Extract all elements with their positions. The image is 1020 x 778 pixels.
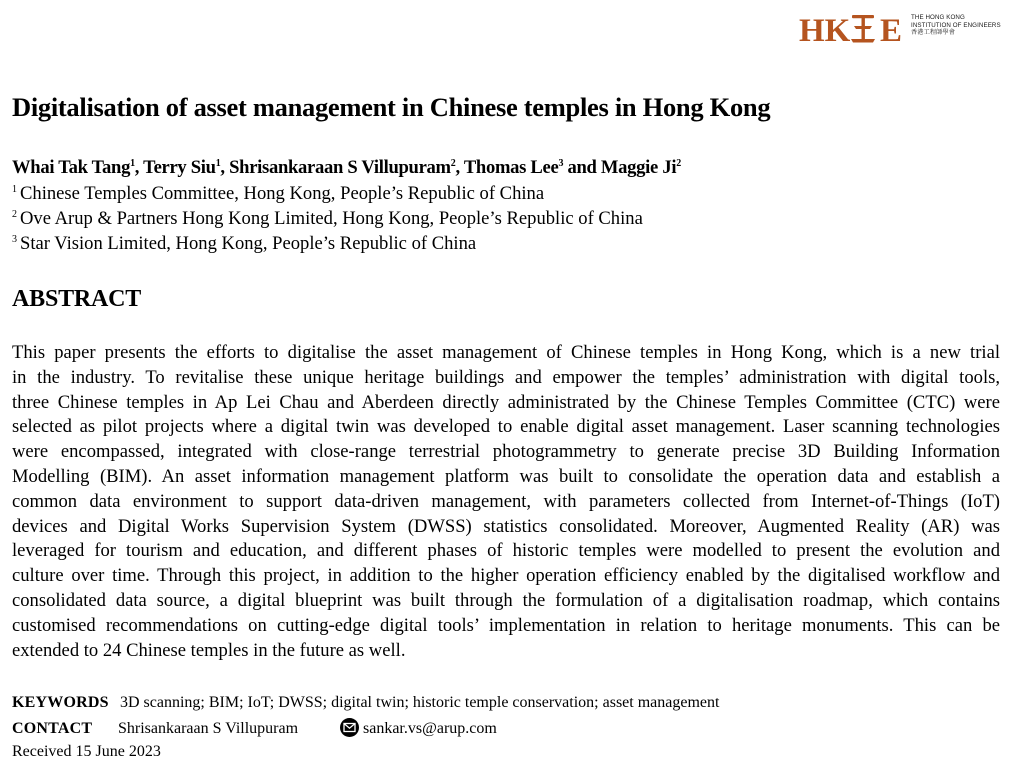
author-separator: , [220, 157, 230, 178]
author-affiliation-mark: 3 [558, 158, 564, 169]
hkie-logo-mark [799, 12, 911, 46]
affiliation-number: 1 [12, 184, 17, 195]
author-name: Maggie Ji [600, 157, 677, 178]
affiliation-number: 2 [12, 209, 17, 220]
logo-org-name [911, 14, 1006, 37]
abstract-line: were encompassed, integrated with close-range terrestrial photogrammetry to generate precise 3D Building Information [12, 441, 1000, 463]
logo-org-line-1: THE HONG KONG [911, 14, 965, 21]
logo-letters-left: HK [799, 13, 851, 46]
abstract-line: This paper presents the efforts to digitalise the asset management of Chinese temples in Hong Kong, which is a new trial [12, 342, 1000, 363]
author-separator: , [455, 157, 464, 178]
abstract-line: consolidated data source, a digital blueprint was built through the formulation of a digitalisation roadmap, which contains [12, 589, 1000, 611]
hkie-logo [799, 12, 1004, 46]
abstract-line: culture over time. Through this project, in addition to the higher operation efficiency enabled by the digitalised workflow and [12, 565, 1000, 587]
abstract-line: Modelling (BIM). An asset information management platform was built to consolidate the operation data and establish a [12, 465, 1000, 487]
affiliation-text: Star Vision Limited, Hong Kong, People’s Republic of China [20, 233, 477, 254]
keywords-row [12, 694, 719, 712]
abstract-body [12, 341, 1000, 663]
abstract-line: in the industry. To revitalise these unique heritage buildings and empower the temples’ administration with digital tools, [12, 366, 1000, 388]
paper-title: Digitalisation of asset management in Chinese temples in Hong Kong [12, 92, 771, 122]
author-name: Shrisankaraan S Villupuram [229, 157, 451, 178]
author-list [12, 157, 681, 179]
logo-letters-right: E [880, 13, 903, 46]
logo-figure-icon [851, 15, 875, 43]
contact-label: CONTACT [12, 720, 93, 737]
abstract-line: common data environment to support data-driven management, with parameters collected from Internet-of-Things (IoT) [12, 490, 1000, 512]
abstract-line: three Chinese temples in Ap Lei Chau and Aberdeen directly administrated by the Chinese Temples Committee (CTC) were [12, 391, 1000, 413]
author-name: Terry Siu [143, 157, 216, 178]
author-affiliation-mark: 1 [215, 158, 221, 169]
abstract-line: customised recommendations on cutting-edge digital tools’ implementation in relation to heritage monuments. This can be [12, 614, 1000, 636]
affiliation-text: Chinese Temples Committee, Hong Kong, People’s Republic of China [20, 183, 545, 204]
contact-email[interactable]: sankar.vs@arup.com [363, 720, 497, 737]
abstract-line: leveraged for tourism and education, and different phases of historic temples were modelled to present the evolution and [12, 540, 1000, 562]
affiliation-text: Ove Arup & Partners Hong Kong Limited, Hong Kong, People’s Republic of China [20, 208, 643, 229]
abstract-line: extended to 24 Chinese temples in the future as well. [12, 639, 406, 661]
envelope-icon [340, 718, 359, 737]
affiliation [12, 208, 643, 230]
author-separator: , [134, 157, 144, 178]
author-separator: and [563, 157, 601, 178]
logo-org-line-2: INSTITUTION OF ENGINEERS [911, 21, 1001, 29]
author-affiliation-mark: 1 [130, 158, 135, 169]
contact-row [12, 718, 497, 738]
contact-name: Shrisankaraan S Villupuram [118, 720, 299, 737]
abstract-heading: ABSTRACT [12, 286, 142, 312]
keywords-label: KEYWORDS [12, 694, 109, 711]
author-name: Whai Tak Tang [12, 157, 131, 178]
abstract-line: devices and Digital Works Supervision System (DWSS) statistics consolidated. Moreover, Augmented Reality (AR) was [12, 515, 1000, 537]
affiliation-number: 3 [12, 234, 17, 245]
abstract-line: selected as pilot projects where a digital twin was developed to enable digital asset management. Laser scanning technologies [12, 416, 1000, 438]
author-name: Thomas Lee [463, 157, 559, 178]
author-affiliation-mark: 2 [450, 158, 456, 169]
received-date: Received 15 June 2023 [12, 743, 161, 760]
affiliation [12, 233, 476, 255]
author-affiliation-mark: 2 [676, 158, 681, 169]
keywords-text: 3D scanning; BIM; IoT; DWSS; digital twin; historic temple conservation; asset management [120, 694, 720, 711]
affiliation [12, 183, 544, 205]
logo-org-line-3: 香港工程師學會 [911, 29, 956, 37]
